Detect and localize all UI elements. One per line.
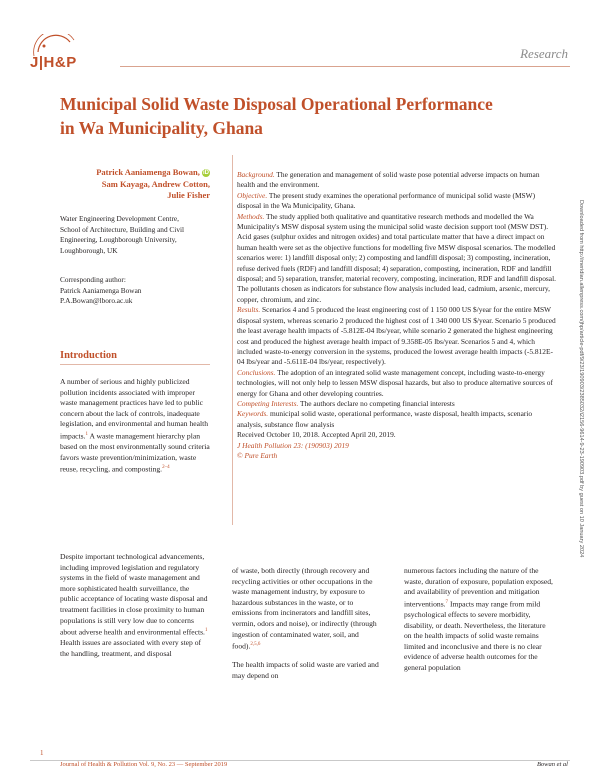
background-label: Background. — [237, 170, 275, 179]
intro-paragraph-1 — [60, 377, 210, 475]
conclusions-label: Conclusions. — [237, 367, 276, 377]
affiliation-line: School of Architecture, Building and Civil — [60, 224, 185, 234]
section-label: Research — [520, 46, 568, 61]
corresponding-author — [60, 275, 230, 307]
intro-text: A waste management hierarchy plan based on the most environmentally sound criteria favors waste prevention/minimization, waste reuse, recycling, and composting. — [60, 431, 210, 474]
body-text: numerous factors including the nature of the waste, duration of exposure, population exposed, and availability of prevention and mitigation interventions. — [404, 566, 553, 609]
orcid-icon[interactable]: iD — [203, 170, 209, 177]
corresponding-email-link[interactable]: P.A.Bowan@lboro.ac.uk — [60, 296, 133, 305]
author-line-2: Sam Kayaga, Andrew Cotton, — [101, 178, 210, 189]
corresponding-label: Corresponding author: — [60, 275, 126, 284]
author-line-1: Patrick Aaniamenga Bowan, — [96, 167, 200, 177]
reference-link[interactable]: 1 — [204, 628, 208, 634]
received-date: Received October 10, 2018. Accepted April 20, 2019. — [237, 430, 396, 440]
affiliation — [60, 214, 230, 256]
reference-link[interactable]: 1 — [85, 431, 89, 437]
journal-logo-text: J|H&P — [30, 54, 77, 71]
keywords-text: municipal solid waste, operational performance, waste disposal, health impacts, scenario analysis, substance flow analysis — [237, 409, 533, 429]
citation: J Health Pollution 23: (190903) 2019 — [237, 440, 349, 450]
introduction-heading: Introduction — [60, 350, 117, 361]
keywords-label: Keywords. — [237, 409, 269, 419]
copyright: © Pure Earth — [237, 450, 278, 460]
article-title: Municipal Solid Waste Disposal Operational Performance in Wa Municipality, Ghana — [60, 94, 493, 138]
reference-link[interactable]: 2,5,6 — [250, 642, 261, 648]
objective-text: The present study examines the operational performance of municipal solid waste (MSW) disposal in the Wa Municipality, Ghana. — [237, 190, 536, 211]
reference-link[interactable]: 7 — [445, 599, 449, 605]
author-list — [60, 167, 210, 202]
abstract-divider — [232, 155, 233, 525]
methods-label: Methods. — [237, 211, 265, 221]
download-note — [576, 200, 586, 580]
affiliation-line: Water Engineering Development Centre, — [60, 214, 179, 223]
column-2 — [232, 566, 382, 681]
intro-text: Health issues are associated with every step of the handling, treatment, and disposal — [60, 638, 202, 658]
methods-text: The study applied both qualitative and quantitative research methods and modelled the Wa Municipality's MSW disposal system using the municipal solid waste decision support tool (MSW DST). Acid gases (sulphur oxides and nitrogen oxides) and total particulate matter that have a direct impact on human health were set as the objective functions for modelling five MSW disposal scenarios. The modelled scenarios were: 1) landfill disposal only; 2) composting and landfill disposal; 3) composting, incineration, refuse derived fuels (RDF) and landfill disposal; 4) separation, composting, incineration, RDF and landfill disposal; and 5) separation, transfer, material recovery, composting, incineration, RDF and landfill disposal. The pollutants chosen as indicators for substance flow analysis included lead, cadmium, arsenic, mercury, copper, chromium, and zinc. — [237, 211, 556, 304]
intro-paragraph-2 — [60, 552, 210, 659]
body-text: Impacts may range from mild psychological effects to severe morbidity, disability, or death. Nevertheless, the literature on the health impacts of solid waste remains limited and inconclusive and there is no clear evidence of adverse health outcomes for the general population — [404, 599, 546, 672]
header-divider — [120, 66, 570, 67]
introduction-divider — [60, 364, 210, 365]
body-text: of waste, both directly (through recovery and recycling activities or other occupations in the waste management industry, by exposure to hazardous substances in the waste, or to emissions from incinerators and landfill sites, vermin, odors and noise), or indirectly (through ingestion of contaminated water, soil, and food). — [232, 566, 377, 651]
page-number: 1 — [40, 749, 44, 757]
conclusions-text: The adoption of an integrated solid waste management concept, including waste-to-energy technologies, will not only help to lessen MSW disposal hazards, but also to produce alternative sources of energy for Ghana and other developing countries. — [237, 367, 553, 398]
corresponding-name: Patrick Aaniamenga Bowan — [60, 285, 142, 295]
competing-interests-label: Competing Interests. — [237, 398, 299, 408]
footer-journal: Journal of Health & Pollution Vol. 9, No. 23 — September 2019 — [60, 761, 228, 768]
intro-text: A number of serious and highly publicized pollution incidents associated with improper waste management practices have led to public concern about the lack of controls, inadequate legislation, and environmental and human health impacts. — [60, 377, 209, 441]
results-label: Results. — [237, 305, 261, 315]
footer-author: Bowan et al — [536, 761, 568, 768]
results-text: Scenarios 4 and 5 produced the least engineering cost of 1 150 000 US $/year for the entire MSW disposal system, whereas scenario 2 produced the highest cost of 1 340 000 US $/year. Scenario 5 produced the least average health impacts of -5.812E-04 lbs/year, while scenario 2 generated the highest engineering cost and produced the highest average health impact of 9.358E-05 lbs/year. Scenarios 5 and 4, which included waste-to-energy conversion in the systems, produced the lowest average health impacts (-5.812E-04 lbs/year and -5.611E-04 lbs/year, respectively). — [237, 305, 556, 367]
body-text: The health impacts of solid waste are varied and may depend on — [232, 660, 379, 680]
intro-text: Despite important technological advancements, including improved legislation and regulatory systems in the field of waste management and more sophisticated health surveillance, the public acceptance of locating waste disposal and treatment facilities in close proximity to human populations is still very low due to concerns about adverse health and environmental effects. — [60, 552, 208, 637]
column-3 — [404, 566, 554, 673]
download-note-text: Downloaded from http://meridian.allenpress.com/jhp/article-pdf/9/23/190903/2385032/i2156-9614-9-23-190903.pdf by guest on 10 January 2024 — [578, 200, 584, 558]
reference-link[interactable]: 2–4 — [162, 465, 170, 471]
background-text: The generation and management of solid waste pose potential adverse impacts on human health and the environment. — [237, 170, 540, 190]
author-line-3: Julie Fisher — [167, 190, 210, 200]
competing-interests-text: The authors declare no competing financial interests — [298, 398, 455, 408]
objective-label: Objective. — [237, 190, 268, 200]
affiliation-line: Engineering, Loughborough University, — [60, 235, 177, 244]
affiliation-line: Loughborough, UK — [60, 245, 118, 255]
abstract — [237, 170, 557, 461]
